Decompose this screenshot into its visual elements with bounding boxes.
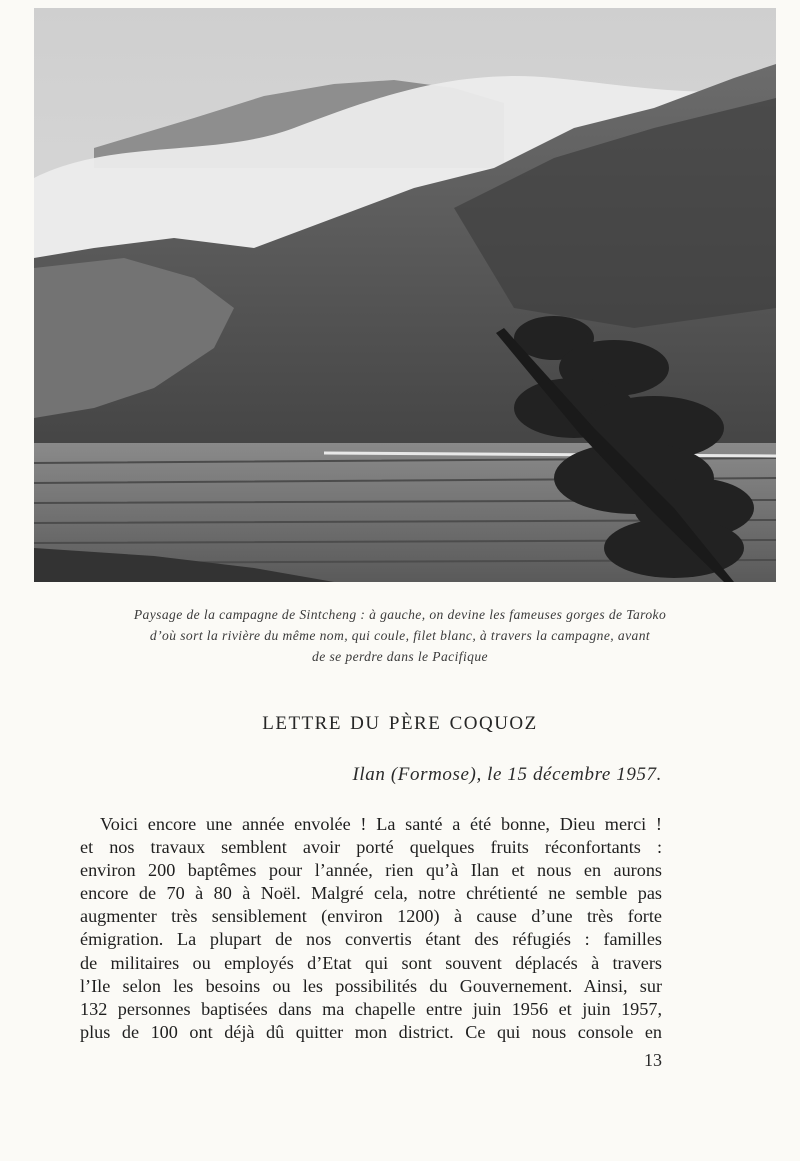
letter-title: lettre du père coquoz [262, 705, 538, 735]
body-line: encore de 70 à 80 à Noël. Malgré cela, notre chrétienté ne semble pas [80, 883, 662, 904]
landscape-photo [34, 8, 776, 582]
letter-body [80, 813, 662, 1044]
body-line: émigration. La plupart de nos convertis étant des réfugiés : familles [80, 929, 662, 950]
body-line: augmenter très sensiblement (environ 1200) à cause d’une très forte [80, 906, 662, 927]
body-line: l’Ile selon les besoins ou les possibilités du Gouvernement. Ainsi, sur [80, 975, 662, 996]
caption-line: d’où sort la rivière du même nom, qui coule, filet blanc, à travers la campagne, avant [149, 628, 651, 643]
page-number: 13 [644, 1050, 662, 1070]
body-line: environ 200 baptêmes pour l’année, rien qu’à Ilan et nous en aurons [80, 860, 662, 881]
body-line: 132 personnes baptisées dans ma chapelle entre juin 1956 et juin 1957, [80, 998, 662, 1019]
mountain-landscape-illustration [34, 8, 776, 582]
caption-line: Paysage de la campagne de Sintcheng : à gauche, on devine les fameuses gorges de Taroko [133, 607, 667, 622]
body-line: et nos travaux semblent avoir porté quelques fruits réconfortants : [80, 837, 662, 858]
body-line: plus de 100 ont déjà dû quitter mon district. Ce qui nous console en [80, 1021, 662, 1042]
photo-caption [70, 604, 730, 667]
dateline: Ilan (Formose), le 15 décembre 1957. [352, 764, 662, 785]
caption-line: de se perdre dans le Pacifique [312, 649, 488, 664]
body-line: de militaires ou employés d’Etat qui sont souvent déplacés à travers [80, 952, 662, 973]
body-line: Voici encore une année envolée ! La santé a été bonne, Dieu merci ! [100, 814, 662, 834]
